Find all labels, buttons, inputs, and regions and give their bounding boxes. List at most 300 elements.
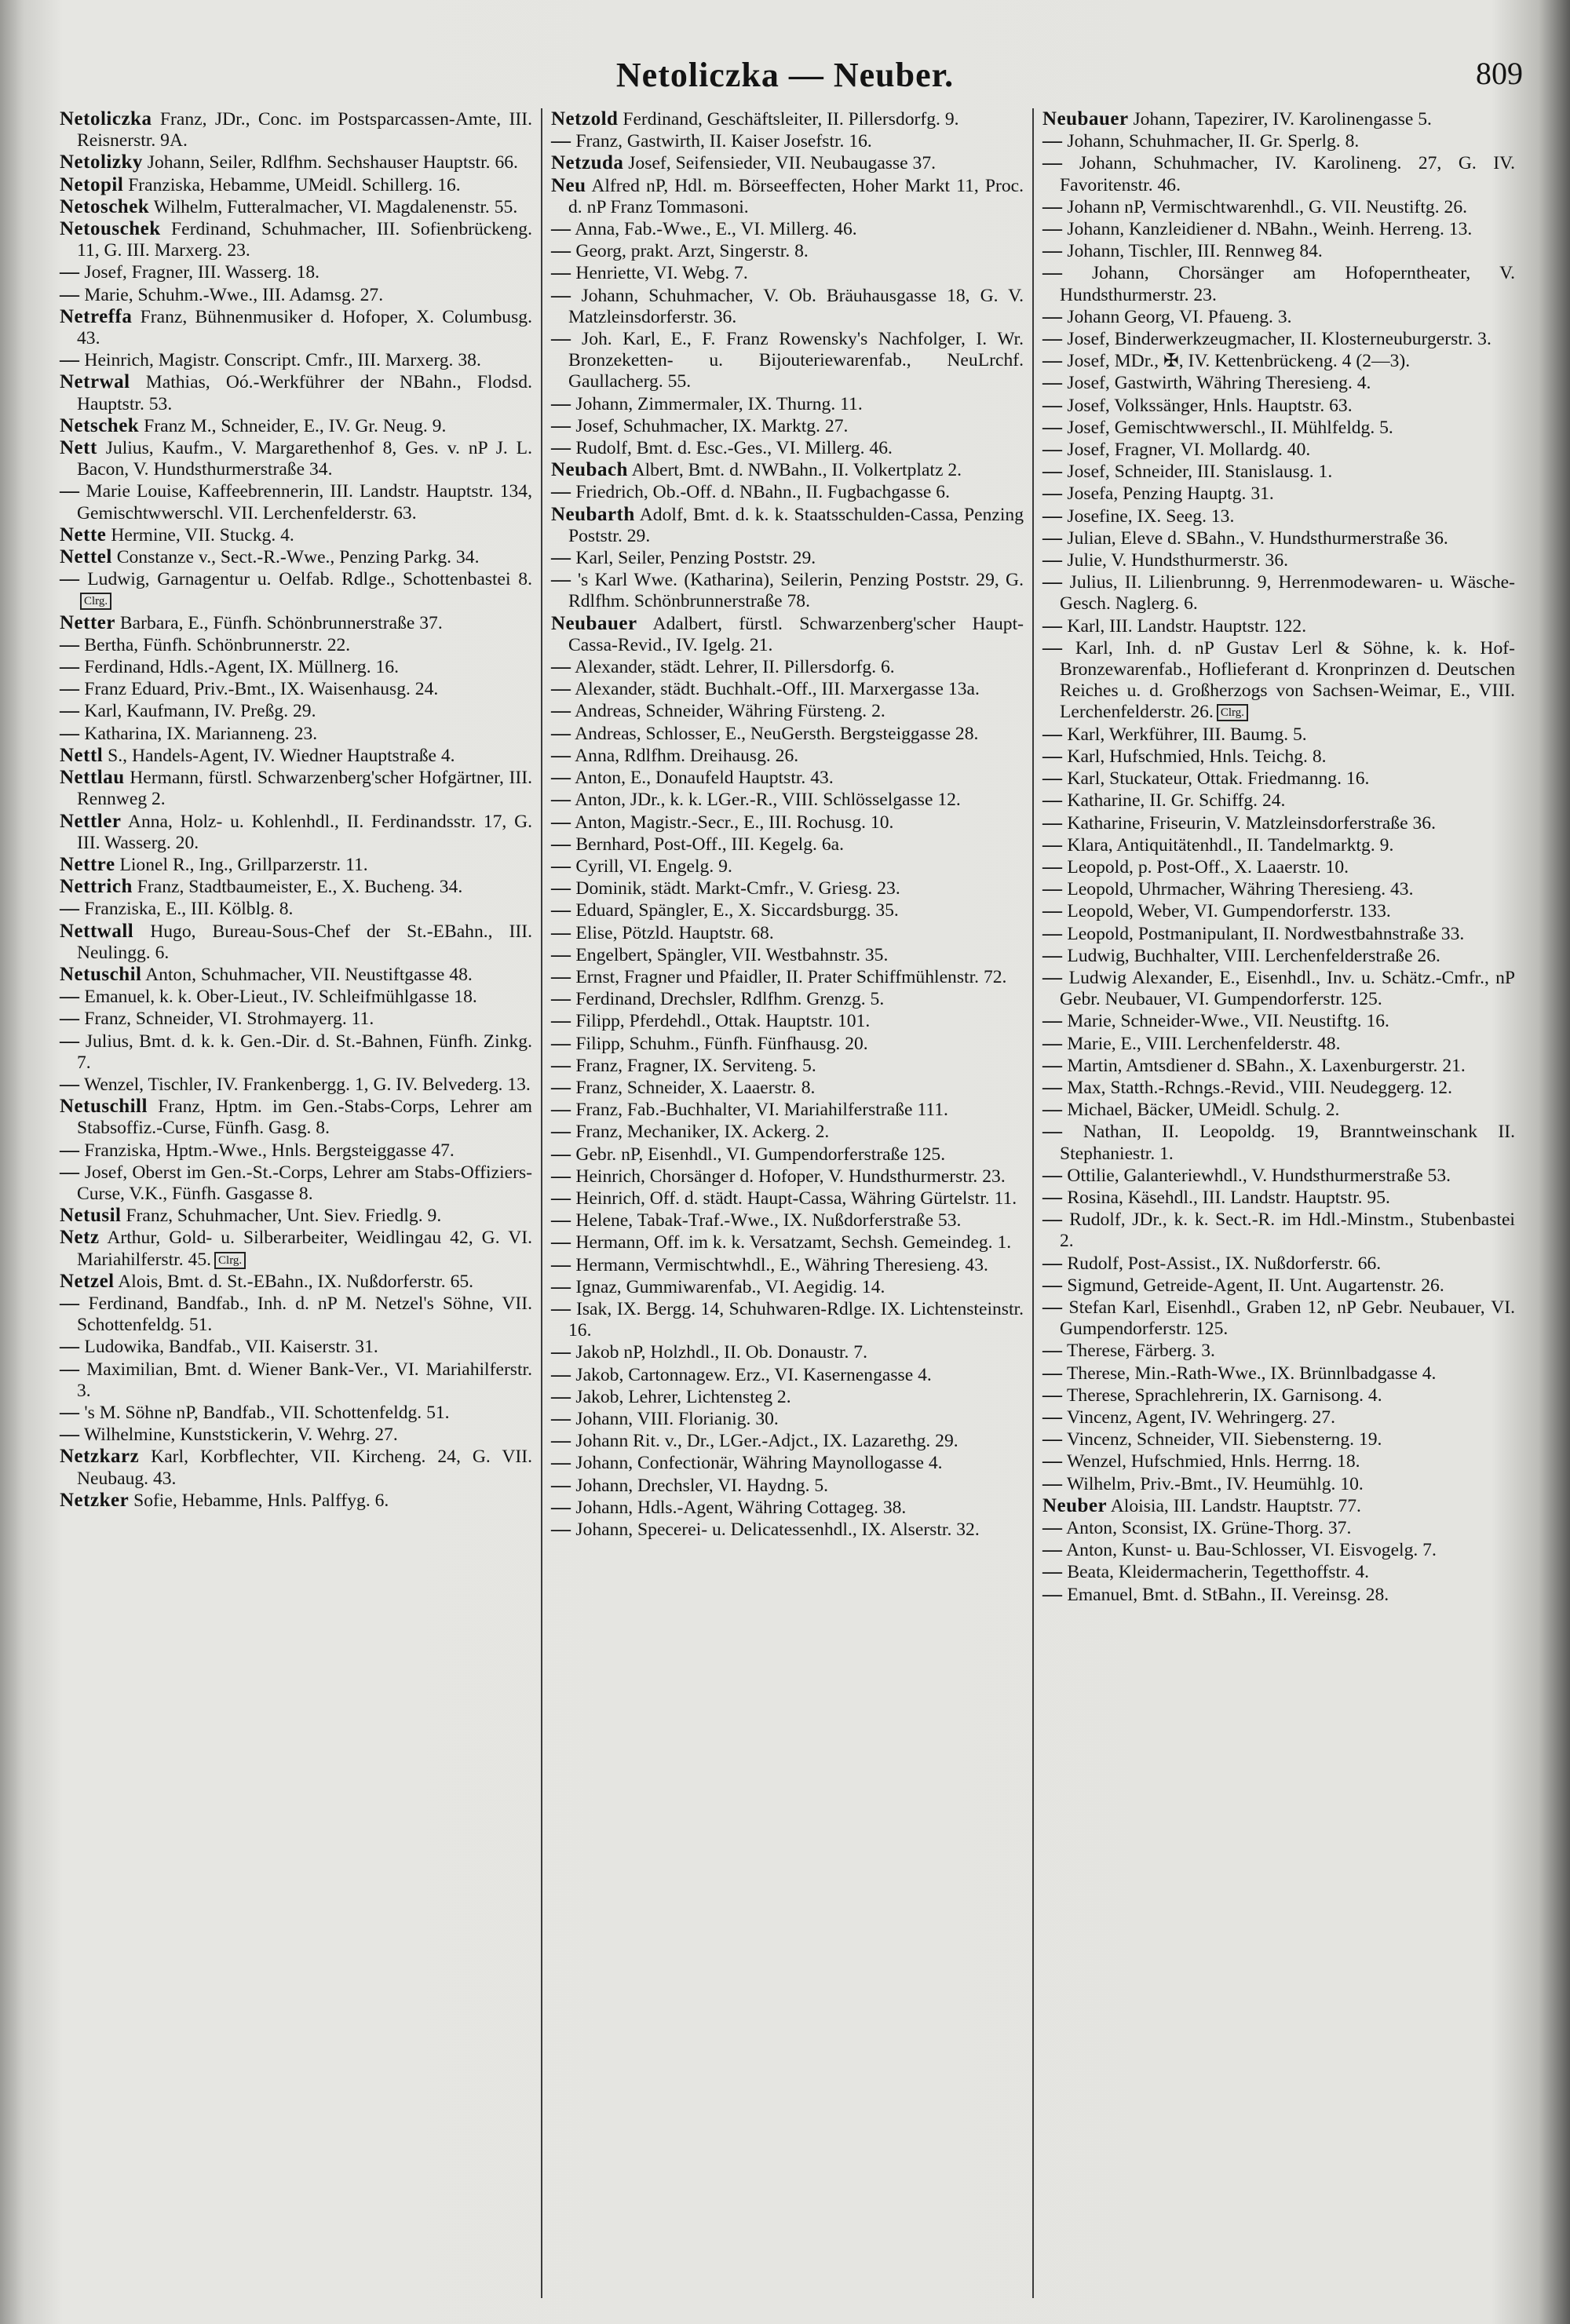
entry-details: Ludowika, Bandfab., VII. Kaiserstr. 31. bbox=[84, 1337, 378, 1358]
directory-entry bbox=[1042, 1055, 1515, 1077]
directory-entry bbox=[551, 1276, 1024, 1298]
entry-details: Ferdinand, Drechsler, Rdlfhm. Grenzg. 5. bbox=[575, 989, 885, 1010]
entry-details: Anton, E., Donaufeld Hauptstr. 43. bbox=[575, 768, 834, 789]
entry-surname: — bbox=[1042, 878, 1063, 900]
directory-entry bbox=[551, 569, 1024, 612]
entry-surname: — bbox=[1042, 152, 1063, 174]
entry-surname: — bbox=[1042, 723, 1063, 745]
entry-surname: — bbox=[551, 1363, 571, 1385]
entry-surname: Nettl bbox=[60, 744, 104, 766]
entry-details: Ferdinand, Bandfab., Inh. d. nP M. Netzel's Söhne, VII. Schottenfeldg. 51. bbox=[77, 1293, 532, 1336]
entry-details: Josef, Binderwerkzeugmacher, II. Klosterneuburgerstr. 3. bbox=[1067, 329, 1492, 350]
directory-entry bbox=[551, 988, 1024, 1010]
entry-details: Ferdinand, Hdls.-Agent, IX. Müllnerg. 16. bbox=[84, 657, 400, 678]
entry-surname: — bbox=[551, 1143, 571, 1165]
entry-details: Hugo, Bureau-Sous-Chef der St.-EBahn., III. Neulingg. 6. bbox=[77, 921, 532, 963]
entry-details: Josefa, Penzing Hauptg. 31. bbox=[1067, 483, 1274, 505]
entry-details: Hermann, fürstl. Schwarzenberg'scher Hofgärtner, III. Rennweg 2. bbox=[77, 768, 532, 810]
directory-entry bbox=[1042, 1275, 1515, 1297]
directory-entry bbox=[551, 415, 1024, 437]
directory-entry bbox=[60, 811, 532, 854]
directory-entry bbox=[1042, 812, 1515, 834]
entry-surname: — bbox=[551, 656, 571, 678]
directory-entry bbox=[60, 1271, 532, 1293]
entry-surname: Nettlau bbox=[60, 767, 125, 789]
directory-entry bbox=[60, 1227, 532, 1270]
entry-surname: — bbox=[1042, 350, 1063, 372]
directory-entry bbox=[551, 1188, 1024, 1209]
entry-surname: — bbox=[551, 1231, 571, 1253]
entry-surname: — bbox=[1042, 1121, 1063, 1143]
entry-details: Katharina, IX. Marianneng. 23. bbox=[84, 723, 318, 744]
directory-entry bbox=[60, 1402, 532, 1424]
entry-details: Hermine, VII. Stuckg. 4. bbox=[111, 524, 294, 545]
directory-entry bbox=[551, 877, 1024, 899]
entry-details: Emanuel, k. k. Ober-Lieut., IV. Schleifmühlgasse 18. bbox=[84, 987, 477, 1008]
directory-entry bbox=[1042, 571, 1515, 615]
directory-entry bbox=[551, 1452, 1024, 1474]
directory-entry bbox=[551, 1231, 1024, 1253]
entry-details: Julius, Kaufm., V. Margarethenhof 8, Ges. v. nP J. L. Bacon, V. Hundsthurmerstraße 34. bbox=[77, 438, 532, 480]
entry-surname: Nettwall bbox=[60, 920, 134, 942]
entry-details: Johann nP, Vermischtwarenhdl., G. VII. Neustiftg. 26. bbox=[1067, 196, 1468, 217]
clearing-badge: Clrg. bbox=[80, 593, 111, 610]
entry-details: Johann, Tapezirer, IV. Karolinengasse 5. bbox=[1133, 109, 1432, 130]
running-title: Netoliczka — Neuber. bbox=[615, 56, 955, 94]
directory-entry bbox=[1042, 1187, 1515, 1209]
entry-surname: — bbox=[551, 1275, 571, 1297]
entry-details: Albert, Bmt. d. NWBahn., II. Volkertplatz 2. bbox=[631, 460, 962, 481]
directory-entry bbox=[551, 130, 1024, 152]
directory-entry bbox=[1042, 306, 1515, 328]
entry-surname: — bbox=[551, 547, 571, 569]
entry-surname: — bbox=[1042, 745, 1063, 767]
entry-details: Max, Statth.-Rchngs.-Revid., VIII. Neudeggerg. 12. bbox=[1067, 1077, 1452, 1098]
entry-details: Marie, E., VIII. Lerchenfelderstr. 48. bbox=[1067, 1033, 1341, 1054]
directory-entry bbox=[1042, 768, 1515, 790]
entry-details: Karl, Korbflechter, VII. Kircheng. 24, G. VII. Neubaug. 43. bbox=[77, 1447, 532, 1489]
entry-surname: — bbox=[60, 1073, 80, 1095]
directory-entry bbox=[60, 284, 532, 306]
entry-surname: Netopil bbox=[60, 173, 124, 195]
entry-surname: — bbox=[551, 1407, 571, 1429]
entry-surname: — bbox=[1042, 1010, 1063, 1032]
entry-details: Hermann, Vermischtwhdl., E., Währing Theresieng. 43. bbox=[575, 1254, 988, 1275]
entry-details: Georg, prakt. Arzt, Singerstr. 8. bbox=[575, 241, 809, 262]
directory-entry bbox=[551, 108, 1024, 130]
entry-surname: Netzuda bbox=[551, 152, 624, 174]
entry-details: Franz, Fab.-Buchhalter, VI. Mariahilferstraße 111. bbox=[575, 1100, 948, 1121]
entry-surname: — bbox=[1042, 372, 1063, 394]
entry-surname: Nettel bbox=[60, 546, 112, 568]
directory-entry bbox=[1042, 1340, 1515, 1362]
entry-surname: — bbox=[1042, 1186, 1063, 1208]
entry-details: Ernst, Fragner und Pfaidler, II. Prater Schiffmühlenstr. 72. bbox=[575, 966, 1007, 987]
entry-surname: — bbox=[1042, 328, 1063, 350]
directory-entry bbox=[60, 1336, 532, 1358]
entry-surname: — bbox=[551, 1452, 571, 1474]
directory-entry bbox=[551, 1010, 1024, 1032]
directory-entry bbox=[551, 437, 1024, 459]
entry-details: Ferdinand, Geschäftsleiter, II. Pillersdorfg. 9. bbox=[623, 109, 959, 130]
entry-details: Ottilie, Galanteriewhdl., V. Hundsthurmerstraße 53. bbox=[1067, 1165, 1451, 1186]
column-1 bbox=[53, 108, 539, 2298]
entry-surname: — bbox=[551, 481, 571, 503]
entry-details: Constanze v., Sect.-R.-Wwe., Penzing Parkg. 34. bbox=[116, 547, 480, 568]
entry-details: Barbara, E., Fünfh. Schönbrunnerstraße 37. bbox=[119, 612, 443, 633]
entry-details: Franz, JDr., Conc. im Postsparcassen-Amte, III. Reisnerstr. 9A. bbox=[77, 109, 532, 151]
entry-details: Johann, Zimmermaler, IX. Thurng. 11. bbox=[575, 393, 863, 414]
directory-entry bbox=[551, 922, 1024, 944]
entry-surname: — bbox=[1042, 1340, 1063, 1362]
directory-entry bbox=[1042, 1253, 1515, 1275]
entry-surname: — bbox=[551, 414, 571, 436]
entry-surname: — bbox=[551, 1076, 571, 1098]
entry-surname: — bbox=[1042, 834, 1063, 856]
directory-entry bbox=[551, 547, 1024, 569]
entry-surname: — bbox=[551, 855, 571, 877]
entry-surname: — bbox=[60, 1008, 80, 1030]
entry-details: Isak, IX. Bergg. 14, Schuhwaren-Rdlge. IX. Lichtensteinstr. 16. bbox=[568, 1298, 1024, 1341]
directory-entry bbox=[1042, 790, 1515, 812]
directory-entry bbox=[1042, 746, 1515, 768]
directory-entry bbox=[551, 262, 1024, 284]
entry-surname: — bbox=[60, 1401, 80, 1423]
directory-entry bbox=[1042, 505, 1515, 527]
entry-surname: Netzkarz bbox=[60, 1446, 140, 1468]
entry-details: Josef, Gemischtwwerschl., II. Mühlfeldg. 5. bbox=[1067, 417, 1393, 438]
entry-surname: — bbox=[551, 130, 571, 152]
entry-details: Jakob, Lehrer, Lichtensteg 2. bbox=[575, 1386, 791, 1407]
entry-details: Gebr. nP, Eisenhdl., VI. Gumpendorferstraße 125. bbox=[575, 1144, 946, 1165]
entry-surname: — bbox=[551, 1430, 571, 1452]
entry-surname: — bbox=[1042, 1164, 1063, 1186]
entry-surname: Netoliczka bbox=[60, 108, 152, 130]
entry-surname: — bbox=[1042, 1274, 1063, 1296]
directory-entry bbox=[1042, 1209, 1515, 1252]
entry-surname: — bbox=[551, 328, 571, 350]
entry-surname: — bbox=[1042, 1561, 1063, 1583]
entry-details: Anna, Fab.-Wwe., E., VI. Millerg. 46. bbox=[575, 219, 857, 240]
entry-details: Marie, Schuhm.-Wwe., III. Adamsg. 27. bbox=[84, 284, 384, 305]
directory-entry bbox=[60, 1008, 532, 1030]
directory-entry bbox=[1042, 900, 1515, 922]
directory-entry bbox=[551, 834, 1024, 856]
entry-details: S., Handels-Agent, IV. Wiedner Hauptstraße 4. bbox=[108, 745, 455, 766]
entry-surname: Netouschek bbox=[60, 218, 161, 240]
entry-surname: — bbox=[1042, 1539, 1063, 1561]
entry-details: Dominik, städt. Markt-Cmfr., V. Griesg. 23. bbox=[575, 878, 900, 899]
entry-details: Jakob nP, Holzhdl., II. Ob. Donaustr. 7. bbox=[575, 1342, 867, 1363]
entry-details: Wilhelm, Priv.-Bmt., IV. Heumühlg. 10. bbox=[1066, 1473, 1364, 1494]
directory-entry bbox=[1042, 1010, 1515, 1032]
entry-surname: — bbox=[1042, 1517, 1063, 1538]
entry-surname: Neubauer bbox=[1042, 108, 1129, 130]
entry-details: Anton, Schuhmacher, VII. Neustiftgasse 48. bbox=[145, 964, 473, 985]
directory-entry bbox=[60, 349, 532, 371]
directory-entry bbox=[1042, 1495, 1515, 1517]
entry-details: Johann, Chorsänger am Hofoperntheater, V. Hundsthurmerstr. 23. bbox=[1060, 263, 1515, 305]
entry-details: Anton, JDr., k. k. LGer.-R., VIII. Schlösselgasse 12. bbox=[575, 790, 961, 811]
entry-details: Cyrill, VI. Engelg. 9. bbox=[575, 856, 732, 877]
entry-surname: — bbox=[60, 1424, 80, 1446]
directory-entry bbox=[1042, 196, 1515, 218]
entry-details: Aloisia, III. Landstr. Hauptstr. 77. bbox=[1110, 1495, 1361, 1516]
directory-entry bbox=[60, 546, 532, 568]
directory-entry bbox=[1042, 240, 1515, 262]
entry-surname: Nettler bbox=[60, 810, 122, 832]
directory-entry bbox=[1042, 1385, 1515, 1406]
entry-surname: — bbox=[551, 1209, 571, 1231]
directory-entry bbox=[1042, 549, 1515, 571]
entry-details: Wenzel, Hufschmied, Hnls. Herrng. 18. bbox=[1066, 1451, 1360, 1472]
entry-surname: — bbox=[1042, 1362, 1063, 1384]
entry-surname: — bbox=[60, 349, 80, 371]
directory-entry bbox=[551, 240, 1024, 262]
entry-details: Josef, Fragner, VI. Mollardg. 40. bbox=[1067, 440, 1311, 461]
directory-entry bbox=[1042, 1406, 1515, 1428]
entry-surname: — bbox=[551, 1519, 571, 1540]
entry-surname: Netschek bbox=[60, 414, 140, 436]
entry-details: Beata, Kleidermacherin, Tegetthoffstr. 4. bbox=[1067, 1562, 1370, 1583]
entry-surname: — bbox=[1042, 461, 1063, 483]
entry-details: Therese, Min.-Rath-Wwe., IX. Brünnlbadgasse 4. bbox=[1066, 1363, 1437, 1384]
entry-details: Julie, V. Hundsthurmerstr. 36. bbox=[1067, 550, 1289, 571]
directory-entry bbox=[551, 1209, 1024, 1231]
directory-entry bbox=[551, 656, 1024, 678]
entry-details: Julius, II. Lilienbrunng. 9, Herrenmodewaren- u. Wäsche-Gesch. Naglerg. 6. bbox=[1060, 572, 1515, 615]
directory-entry bbox=[60, 767, 532, 810]
entry-surname: Netz bbox=[60, 1227, 100, 1249]
entry-surname: — bbox=[1042, 615, 1063, 637]
directory-entry bbox=[1042, 1121, 1515, 1164]
entry-details: Bertha, Fünfh. Schönbrunnerstr. 22. bbox=[84, 634, 351, 655]
entry-details: Franziska, E., III. Kölblg. 8. bbox=[84, 899, 294, 920]
directory-entry bbox=[60, 612, 532, 634]
page-number: 809 bbox=[1476, 56, 1523, 91]
directory-entry bbox=[1042, 372, 1515, 394]
entry-details: Therese, Färberg. 3. bbox=[1066, 1341, 1215, 1362]
entry-surname: — bbox=[551, 700, 571, 722]
entry-details: Josef, Gastwirth, Währing Theresieng. 4. bbox=[1067, 373, 1371, 394]
directory-entry bbox=[60, 1293, 532, 1336]
entry-details: Johann Georg, VI. Pfaueng. 3. bbox=[1067, 306, 1292, 327]
directory-entry bbox=[60, 1359, 532, 1402]
entry-details: Franz, Gastwirth, II. Kaiser Josefstr. 16. bbox=[575, 131, 872, 152]
entry-details: Johann, Schuhmacher, IV. Karolineng. 27, G. IV. Favoritenstr. 46. bbox=[1060, 153, 1515, 195]
directory-entry bbox=[1042, 1297, 1515, 1340]
directory-entry bbox=[1042, 1077, 1515, 1099]
directory-entry bbox=[1042, 1539, 1515, 1561]
entry-surname: — bbox=[1042, 416, 1063, 438]
directory-entry bbox=[1042, 1363, 1515, 1385]
entry-details: Ludwig Alexander, E., Eisenhdl., Inv. u. Schätz.-Cmfr., nP Gebr. Neubauer, VI. Gumpendorferstr. 125. bbox=[1060, 967, 1515, 1010]
directory-entry bbox=[1042, 262, 1515, 305]
entry-details: Rosina, Käsehdl., III. Landstr. Hauptstr. 95. bbox=[1067, 1187, 1390, 1208]
entry-details: 's Karl Wwe. (Katharina), Seilerin, Penzing Poststr. 29, G. Rdlfhm. Schönbrunnerstraße 78. bbox=[568, 570, 1024, 612]
entry-surname: — bbox=[60, 480, 80, 502]
entry-surname: — bbox=[551, 1496, 571, 1518]
directory-entry bbox=[1042, 923, 1515, 945]
entry-surname: — bbox=[60, 898, 80, 920]
directory-entry bbox=[1042, 724, 1515, 746]
entry-details: Josef, Schneider, III. Stanislausg. 1. bbox=[1067, 462, 1333, 483]
directory-entry bbox=[551, 789, 1024, 811]
entry-details: Rudolf, Bmt. d. Esc.-Ges., VI. Millerg. 46. bbox=[575, 438, 893, 459]
entry-details: Karl, Hufschmied, Hnls. Teichg. 8. bbox=[1067, 746, 1327, 767]
directory-entry bbox=[1042, 615, 1515, 637]
column-3 bbox=[1036, 108, 1521, 2298]
entry-details: Rudolf, Post-Assist., IX. Nußdorferstr. 66. bbox=[1067, 1253, 1382, 1274]
directory-entry bbox=[1042, 130, 1515, 152]
entry-details: Eduard, Spängler, E., X. Siccardsburgg. 35. bbox=[575, 900, 899, 921]
entry-details: Alois, Bmt. d. St.-EBahn., IX. Nußdorferstr. 65. bbox=[118, 1271, 474, 1292]
entry-surname: — bbox=[551, 262, 571, 284]
entry-surname: — bbox=[551, 1121, 571, 1143]
entry-surname: Netusil bbox=[60, 1205, 122, 1227]
entry-surname: — bbox=[1042, 571, 1063, 593]
entry-surname: Netuschill bbox=[60, 1096, 148, 1118]
directory-entry bbox=[1042, 1517, 1515, 1539]
entry-surname: — bbox=[551, 744, 571, 766]
directory-entry bbox=[551, 328, 1024, 393]
directory-entry bbox=[551, 1497, 1024, 1519]
entry-surname: — bbox=[551, 833, 571, 855]
entry-details: Anton, Sconsist, IX. Grüne-Thorg. 37. bbox=[1066, 1518, 1352, 1538]
entry-surname: Nettrich bbox=[60, 876, 133, 898]
directory-entry bbox=[551, 481, 1024, 503]
entry-details: Vincenz, Schneider, VII. Siebensterng. 19. bbox=[1066, 1429, 1382, 1450]
entry-details: Anton, Magistr.-Secr., E., III. Rochusg. 10. bbox=[575, 812, 894, 833]
directory-entry bbox=[1042, 527, 1515, 549]
entry-details: Karl, Kaufmann, IV. Preßg. 29. bbox=[84, 701, 316, 722]
entry-details: Hermann, Off. im k. k. Versatzamt, Sechsh. Gemeindeg. 1. bbox=[575, 1232, 1012, 1253]
entry-details: Johann, Drechsler, VI. Haydng. 5. bbox=[575, 1475, 829, 1496]
directory-entry bbox=[551, 459, 1024, 481]
entry-details: Leopold, p. Post-Off., X. Laaerstr. 10. bbox=[1067, 856, 1349, 877]
entry-surname: — bbox=[1042, 1384, 1063, 1406]
page-header bbox=[0, 55, 1570, 102]
directory-entry bbox=[1042, 1099, 1515, 1121]
entry-details: Johann, Seiler, Rdlfhm. Sechshauser Hauptstr. 66. bbox=[147, 152, 518, 173]
entry-surname: — bbox=[1042, 1099, 1063, 1121]
directory-entry bbox=[1042, 439, 1515, 461]
entry-surname: — bbox=[551, 899, 571, 921]
entry-details: Katharine, Friseurin, V. Matzleinsdorferstraße 36. bbox=[1067, 812, 1436, 834]
directory-entry bbox=[60, 678, 532, 700]
entry-surname: — bbox=[551, 218, 571, 240]
entry-surname: — bbox=[60, 1139, 80, 1161]
entry-details: Johann, Schuhmacher, II. Gr. Sperlg. 8. bbox=[1067, 131, 1360, 152]
directory-entry bbox=[1042, 834, 1515, 856]
directory-entry bbox=[1042, 417, 1515, 439]
directory-entry bbox=[60, 261, 532, 283]
directory-entry bbox=[551, 678, 1024, 700]
entry-details: Mathias, Oó.-Werkführer der NBahn., Flodsd. Hauptstr. 53. bbox=[77, 372, 532, 414]
directory-entry bbox=[551, 1166, 1024, 1188]
entry-details: Adolf, Bmt. d. k. k. Staatsschulden-Cassa, Penzing Poststr. 29. bbox=[568, 504, 1024, 546]
directory-entry bbox=[551, 944, 1024, 966]
entry-details: Adalbert, fürstl. Schwarzenberg'scher Haupt-Cassa-Revid., IV. Igelg. 21. bbox=[568, 613, 1024, 655]
entry-surname: Netuschil bbox=[60, 963, 142, 985]
directory-entry bbox=[60, 108, 532, 151]
directory-entry bbox=[1042, 878, 1515, 900]
entry-details: Wenzel, Tischler, IV. Frankenbergg. 1, G. IV. Belvederg. 13. bbox=[83, 1074, 531, 1095]
entry-details: Ignaz, Gummiwarenfab., VI. Aegidig. 14. bbox=[575, 1276, 885, 1297]
entry-details: Franz Eduard, Priv.-Bmt., IX. Waisenhausg. 24. bbox=[84, 679, 439, 700]
entry-surname: — bbox=[551, 240, 571, 262]
entry-details: Josef, Seifensieder, VII. Neubaugasse 37. bbox=[628, 153, 937, 174]
directory-entry bbox=[60, 174, 532, 196]
entry-surname: — bbox=[1042, 637, 1063, 659]
directory-entry bbox=[551, 1033, 1024, 1055]
directory-entry bbox=[551, 1077, 1024, 1099]
entry-surname: — bbox=[60, 1161, 80, 1183]
entry-details: Nathan, II. Leopoldg. 19, Branntweinschank II. Stephaniestr. 1. bbox=[1060, 1122, 1515, 1164]
directory-columns bbox=[53, 108, 1545, 2298]
entry-surname: — bbox=[1042, 1252, 1063, 1274]
directory-entry bbox=[551, 1055, 1024, 1077]
entry-details: Elise, Pötzld. Hauptstr. 68. bbox=[575, 922, 774, 943]
entry-details: Stefan Karl, Eisenhdl., Graben 12, nP Gebr. Neubauer, VI. Gumpendorferstr. 125. bbox=[1060, 1297, 1515, 1340]
entry-surname: — bbox=[551, 965, 571, 987]
entry-details: Therese, Sprachlehrerin, IX. Garnisong. 4. bbox=[1066, 1385, 1382, 1406]
entry-details: Josef, Schuhmacher, IX. Marktg. 27. bbox=[575, 415, 849, 436]
entry-surname: — bbox=[1042, 900, 1063, 922]
entry-details: Josefine, IX. Seeg. 13. bbox=[1067, 505, 1235, 527]
directory-entry bbox=[60, 306, 532, 349]
directory-entry bbox=[1042, 395, 1515, 417]
entry-surname: — bbox=[1042, 1209, 1063, 1231]
directory-entry bbox=[551, 613, 1024, 656]
entry-details: Josef, Volkssänger, Hnls. Hauptstr. 63. bbox=[1067, 395, 1353, 416]
entry-surname: — bbox=[551, 284, 571, 306]
entry-details: Karl, Seiler, Penzing Poststr. 29. bbox=[575, 548, 816, 569]
directory-entry bbox=[551, 745, 1024, 767]
directory-entry bbox=[551, 1408, 1024, 1430]
entry-details: Marie Louise, Kaffeebrennerin, III. Landstr. Hauptstr. 134, Gemischtwwerschl. VII. Lerchenfelderstr. 63. bbox=[77, 481, 532, 524]
entry-details: Josef, Fragner, III. Wasserg. 18. bbox=[84, 262, 320, 283]
entry-details: Johann Rit. v., Dr., LGer.-Adjct., IX. Lazarethg. 29. bbox=[575, 1431, 958, 1452]
entry-details: Julian, Eleve d. SBahn., V. Hundsthurmerstraße 36. bbox=[1067, 527, 1448, 549]
entry-details: Vincenz, Agent, IV. Wehringerg. 27. bbox=[1066, 1406, 1335, 1428]
entry-details: Jakob, Cartonnagew. Erz., VI. Kasernengasse 4. bbox=[575, 1364, 932, 1385]
entry-surname: Netter bbox=[60, 611, 115, 633]
directory-entry bbox=[1042, 945, 1515, 967]
entry-surname: — bbox=[1042, 966, 1063, 988]
directory-entry bbox=[60, 723, 532, 745]
entry-surname: Nette bbox=[60, 524, 107, 545]
directory-entry bbox=[551, 1475, 1024, 1497]
entry-details: Katharine, II. Gr. Schiffg. 24. bbox=[1067, 790, 1286, 812]
entry-details: Franziska, Hptm.-Wwe., Hnls. Bergsteiggasse 47. bbox=[84, 1140, 455, 1161]
directory-entry bbox=[60, 524, 532, 546]
entry-details: Franz, Hptm. im Gen.-Stabs-Corps, Lehrer am Stabsoffiz.-Curse, Fünfh. Gasg. 8. bbox=[77, 1096, 532, 1139]
entry-surname: — bbox=[1042, 790, 1063, 812]
entry-surname: — bbox=[551, 1187, 571, 1209]
entry-details: Karl, III. Landstr. Hauptstr. 122. bbox=[1067, 615, 1307, 637]
entry-details: Franz, Schuhmacher, Unt. Siev. Friedlg. 9. bbox=[126, 1206, 442, 1227]
entry-surname: — bbox=[60, 678, 80, 700]
entry-details: Alfred nP, Hdl. m. Börseeffecten, Hoher Markt 11, Proc. d. nP Franz Tommasoni. bbox=[568, 175, 1024, 217]
directory-entry bbox=[1042, 856, 1515, 878]
entry-details: Alexander, städt. Lehrer, II. Pillersdorfg. 6. bbox=[575, 657, 895, 678]
directory-entry bbox=[551, 723, 1024, 745]
entry-details: Franz, Fragner, IX. Serviteng. 5. bbox=[575, 1055, 816, 1076]
directory-entry bbox=[1042, 350, 1515, 372]
entry-surname: — bbox=[551, 1253, 571, 1275]
entry-details: Ludwig, Garnagentur u. Oelfab. Rdlge., Schottenbastei 8. bbox=[87, 569, 532, 590]
